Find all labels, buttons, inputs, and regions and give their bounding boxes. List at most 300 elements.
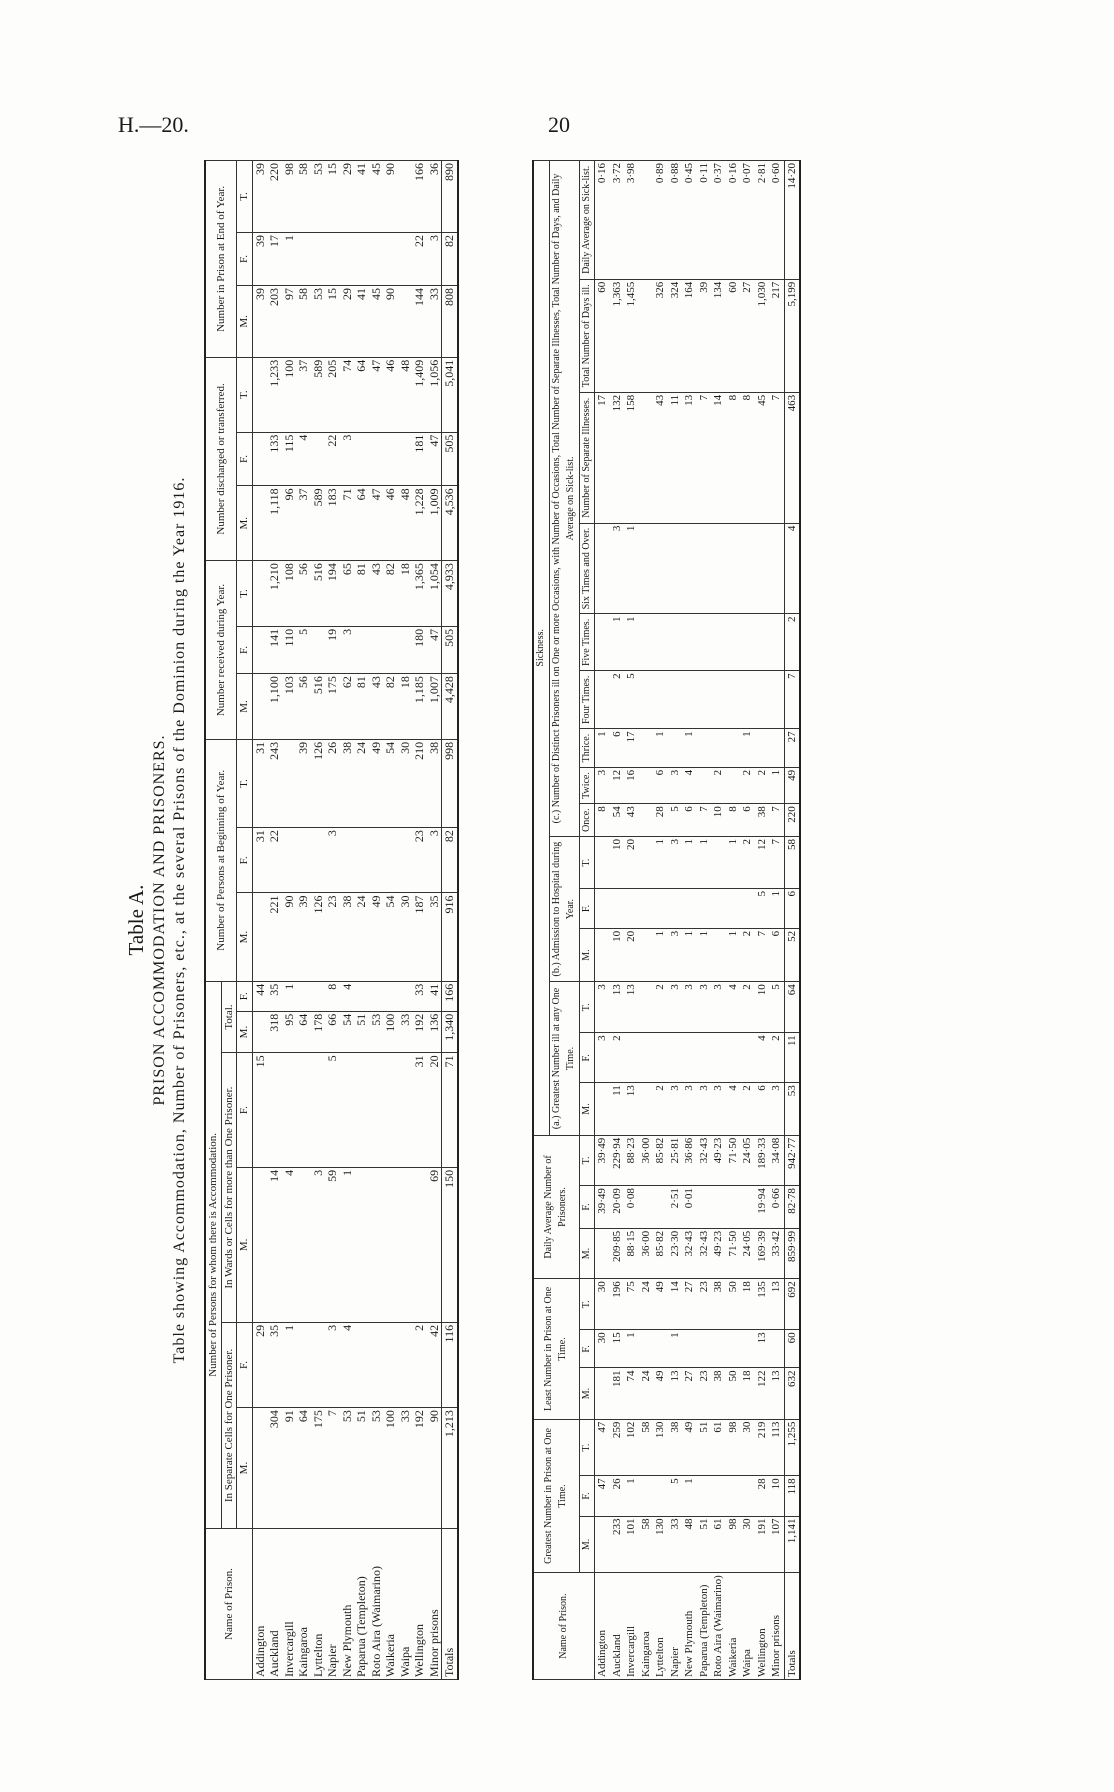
cell: 1 bbox=[653, 729, 668, 767]
cell: 205 bbox=[325, 357, 340, 432]
cell: 64 bbox=[296, 1011, 311, 1053]
cell bbox=[398, 1167, 413, 1322]
subheader-f: F. bbox=[579, 1186, 595, 1229]
cell bbox=[354, 626, 369, 673]
prison-name: Waikeria bbox=[383, 1529, 398, 1680]
total-cell: 505 bbox=[442, 626, 458, 673]
cell: 6 bbox=[769, 928, 784, 981]
cell: 14 bbox=[267, 1167, 282, 1322]
prison-name: Lyttelton bbox=[653, 1573, 668, 1680]
cell: 181 bbox=[610, 1368, 625, 1419]
cell: 82 bbox=[383, 561, 398, 627]
cell: 18 bbox=[740, 1279, 755, 1330]
cell: 4 bbox=[726, 1083, 741, 1135]
cell bbox=[668, 1033, 683, 1083]
cell bbox=[639, 767, 654, 803]
page-reference: H.—20. bbox=[118, 112, 189, 137]
cell: 30 bbox=[740, 1516, 755, 1573]
cell: 5 bbox=[668, 804, 683, 837]
cell: 60 bbox=[726, 279, 741, 392]
cell: 23·30 bbox=[668, 1228, 683, 1278]
total-cell: 4,536 bbox=[442, 486, 458, 561]
cell: 187 bbox=[412, 893, 427, 981]
table-row bbox=[624, 161, 639, 1680]
cell bbox=[668, 671, 683, 729]
cell bbox=[252, 486, 267, 561]
prison-name: Napier bbox=[668, 1573, 683, 1680]
cell: 220 bbox=[267, 161, 282, 233]
table-label: Table A. bbox=[124, 884, 148, 956]
cell: 7 bbox=[769, 837, 784, 889]
cell bbox=[267, 1053, 282, 1168]
cell: 62 bbox=[340, 674, 355, 740]
cell: 175 bbox=[311, 1408, 326, 1529]
cell: 0·66 bbox=[769, 1186, 784, 1229]
cell: 5 bbox=[624, 671, 639, 729]
prison-name: Kaingaroa bbox=[639, 1573, 654, 1680]
totals-row bbox=[442, 161, 458, 1680]
cell bbox=[639, 523, 654, 614]
total-cell: 632 bbox=[784, 1368, 800, 1419]
cell: 50 bbox=[726, 1279, 741, 1330]
cell bbox=[668, 889, 683, 929]
table-row bbox=[325, 161, 340, 1680]
col-ill-one-time: (a.) Greatest Number ill at any One Time. bbox=[549, 982, 579, 1135]
cell: 33 bbox=[668, 1516, 683, 1573]
cell: 17 bbox=[624, 729, 639, 767]
cell: 90 bbox=[383, 285, 398, 357]
cell: 29 bbox=[340, 285, 355, 357]
cell: 100 bbox=[282, 357, 297, 432]
cell: 24 bbox=[639, 1368, 654, 1419]
cell: 259 bbox=[610, 1419, 625, 1476]
table-row bbox=[769, 161, 784, 1680]
cell: 58 bbox=[296, 285, 311, 357]
cell bbox=[639, 804, 654, 837]
cell: 158 bbox=[624, 392, 639, 523]
cell: 1,185 bbox=[412, 674, 427, 740]
cell: 48 bbox=[398, 357, 413, 432]
cell: 326 bbox=[653, 279, 668, 392]
cell: 13 bbox=[755, 1330, 770, 1368]
cell: 189·33 bbox=[755, 1135, 770, 1185]
subheader-f: F. bbox=[237, 828, 253, 893]
cell: 61 bbox=[711, 1516, 726, 1573]
cell: 0·07 bbox=[740, 161, 755, 280]
cell bbox=[639, 837, 654, 889]
col-daily-average: Daily Average Number of Prisoners. bbox=[533, 1135, 579, 1279]
cell: 71·50 bbox=[726, 1135, 741, 1185]
col-beginning: Number of Persons at Beginning of Year. bbox=[205, 739, 237, 981]
cell bbox=[682, 1033, 697, 1083]
cell bbox=[653, 523, 668, 614]
cell: 88·15 bbox=[624, 1228, 639, 1278]
cell bbox=[252, 561, 267, 627]
cell: 37 bbox=[296, 486, 311, 561]
prison-name: Invercargill bbox=[282, 1529, 297, 1680]
col-greatest: Greatest Number in Prison at One Time. bbox=[533, 1419, 579, 1573]
cell bbox=[711, 671, 726, 729]
cell: 51 bbox=[354, 1011, 369, 1053]
subheader-f: F. bbox=[237, 626, 253, 673]
col-separate: In Separate Cells for One Prisoner. bbox=[221, 1322, 237, 1528]
cell: 53 bbox=[340, 1408, 355, 1529]
cell: 3 bbox=[311, 1167, 326, 1322]
cell: 97 bbox=[282, 285, 297, 357]
cell: 81 bbox=[354, 561, 369, 627]
cell bbox=[697, 729, 712, 767]
total-cell: 220 bbox=[784, 804, 800, 837]
total-cell: 60 bbox=[784, 1330, 800, 1368]
cell bbox=[726, 767, 741, 803]
cell: 98 bbox=[282, 161, 297, 233]
cell bbox=[369, 626, 384, 673]
cell: 42 bbox=[427, 1322, 442, 1407]
cell: 32·43 bbox=[697, 1135, 712, 1185]
cell: 15 bbox=[252, 1053, 267, 1168]
cell: 180 bbox=[412, 626, 427, 673]
table-heading: PRISON ACCOMMODATION AND PRISONERS. bbox=[151, 734, 168, 1106]
cell bbox=[697, 671, 712, 729]
cell: 24·05 bbox=[740, 1135, 755, 1185]
table-row bbox=[267, 161, 282, 1680]
cell: 178 bbox=[311, 1011, 326, 1053]
cell: 43 bbox=[653, 392, 668, 523]
prison-name: Napier bbox=[325, 1529, 340, 1680]
cell: 54 bbox=[340, 1011, 355, 1053]
cell bbox=[369, 1322, 384, 1407]
cell bbox=[740, 614, 755, 671]
cell: 27 bbox=[682, 1368, 697, 1419]
cell: 27 bbox=[740, 279, 755, 392]
cell: 49 bbox=[653, 1279, 668, 1330]
cell: 65 bbox=[340, 561, 355, 627]
cell: 1,054 bbox=[427, 561, 442, 627]
subheader-f: F. bbox=[237, 432, 253, 486]
cell bbox=[595, 614, 610, 671]
cell bbox=[398, 432, 413, 486]
table-row bbox=[711, 161, 726, 1680]
subheader-m: M. bbox=[237, 674, 253, 740]
total-cell: 64 bbox=[784, 982, 800, 1033]
cell: 3 bbox=[340, 432, 355, 486]
subheader-t: T. bbox=[579, 1419, 595, 1476]
cell: 39 bbox=[252, 232, 267, 285]
cell: 15 bbox=[610, 1330, 625, 1368]
cell: 45 bbox=[369, 161, 384, 233]
cell: 135 bbox=[755, 1279, 770, 1330]
table-row bbox=[282, 161, 297, 1680]
col-six-times: Six Times and Over. bbox=[579, 523, 595, 614]
total-cell: 916 bbox=[442, 893, 458, 981]
cell: 13 bbox=[769, 1279, 784, 1330]
cell bbox=[252, 1167, 267, 1322]
cell: 98 bbox=[726, 1419, 741, 1476]
total-cell: 52 bbox=[784, 928, 800, 981]
table-row bbox=[311, 161, 326, 1680]
cell bbox=[639, 889, 654, 929]
cell bbox=[639, 982, 654, 1033]
cell: 1 bbox=[595, 729, 610, 767]
cell: 100 bbox=[383, 1408, 398, 1529]
cell: 13 bbox=[624, 1083, 639, 1135]
cell: 10 bbox=[711, 804, 726, 837]
cell bbox=[311, 232, 326, 285]
cell: 191 bbox=[755, 1516, 770, 1573]
cell bbox=[682, 671, 697, 729]
cell: 3 bbox=[325, 828, 340, 893]
col-separate-illnesses: Number of Separate Illnesses. bbox=[579, 392, 595, 523]
cell: 3 bbox=[697, 1083, 712, 1135]
cell: 2 bbox=[769, 1033, 784, 1083]
cell: 74 bbox=[624, 1368, 639, 1419]
cell: 49 bbox=[369, 893, 384, 981]
cell bbox=[697, 1476, 712, 1516]
cell: 75 bbox=[624, 1279, 639, 1330]
cell: 2 bbox=[740, 982, 755, 1033]
cell: 64 bbox=[354, 357, 369, 432]
cell: 43 bbox=[369, 561, 384, 627]
cell: 3 bbox=[697, 982, 712, 1033]
total-cell: 4,428 bbox=[442, 674, 458, 740]
cell: 14 bbox=[668, 1279, 683, 1330]
cell: 28 bbox=[653, 804, 668, 837]
cell: 2 bbox=[740, 928, 755, 981]
cell: 516 bbox=[311, 674, 326, 740]
cell bbox=[624, 1033, 639, 1083]
cell: 44 bbox=[252, 981, 267, 1011]
total-cell: 11 bbox=[784, 1033, 800, 1083]
accommodation-table bbox=[204, 160, 459, 1680]
total-cell: 71 bbox=[442, 1053, 458, 1168]
cell bbox=[697, 614, 712, 671]
col-thrice: Thrice. bbox=[579, 729, 595, 767]
cell: 1 bbox=[282, 1322, 297, 1407]
col-four-times: Four Times. bbox=[579, 671, 595, 729]
cell: 0·11 bbox=[697, 161, 712, 280]
cell: 56 bbox=[296, 561, 311, 627]
prison-name: Addington bbox=[595, 1573, 610, 1680]
cell: 164 bbox=[682, 279, 697, 392]
cell: 6 bbox=[740, 804, 755, 837]
cell bbox=[282, 1053, 297, 1168]
cell: 1 bbox=[653, 837, 668, 889]
cell: 19·94 bbox=[755, 1186, 770, 1229]
cell: 1,118 bbox=[267, 486, 282, 561]
cell: 48 bbox=[398, 486, 413, 561]
prison-name: Auckland bbox=[610, 1573, 625, 1680]
cell: 90 bbox=[383, 161, 398, 233]
table-row bbox=[668, 161, 683, 1680]
total-cell: 82·78 bbox=[784, 1186, 800, 1229]
cell bbox=[595, 1228, 610, 1278]
cell: 60 bbox=[595, 279, 610, 392]
subheader-f: F. bbox=[237, 1322, 253, 1407]
cell bbox=[653, 1033, 668, 1083]
cell bbox=[711, 614, 726, 671]
cell: 318 bbox=[267, 1011, 282, 1053]
subheader-f: F. bbox=[579, 1476, 595, 1516]
cell: 10 bbox=[755, 982, 770, 1033]
cell: 56 bbox=[296, 674, 311, 740]
cell: 1 bbox=[726, 837, 741, 889]
subheader-t: T. bbox=[579, 837, 595, 889]
cell bbox=[639, 161, 654, 280]
cell: 34·08 bbox=[769, 1135, 784, 1185]
cell: 110 bbox=[282, 626, 297, 673]
cell: 0·60 bbox=[769, 161, 784, 280]
prison-name: Roto Aira (Waimarino) bbox=[711, 1573, 726, 1680]
cell bbox=[369, 432, 384, 486]
cell bbox=[653, 1330, 668, 1368]
cell: 25·81 bbox=[668, 1135, 683, 1185]
cell bbox=[383, 981, 398, 1011]
cell bbox=[383, 1053, 398, 1168]
table-row bbox=[740, 161, 755, 1680]
cell: 0·45 bbox=[682, 161, 697, 280]
cell: 4 bbox=[340, 981, 355, 1011]
cell: 3 bbox=[668, 767, 683, 803]
cell: 6 bbox=[755, 1083, 770, 1135]
cell bbox=[769, 614, 784, 671]
total-cell: 890 bbox=[442, 161, 458, 233]
cell: 196 bbox=[610, 1279, 625, 1330]
cell: 1 bbox=[726, 928, 741, 981]
cell: 46 bbox=[383, 486, 398, 561]
cell: 11 bbox=[668, 392, 683, 523]
cell bbox=[369, 232, 384, 285]
cell: 39 bbox=[252, 161, 267, 233]
col-discharged: Number discharged or transferred. bbox=[205, 357, 237, 560]
cell: 39 bbox=[697, 279, 712, 392]
cell bbox=[383, 232, 398, 285]
cell: 23 bbox=[697, 1279, 712, 1330]
cell bbox=[252, 674, 267, 740]
cell bbox=[369, 1053, 384, 1168]
cell bbox=[369, 1167, 384, 1322]
cell: 24 bbox=[639, 1279, 654, 1330]
cell: 13 bbox=[610, 982, 625, 1033]
cell: 7 bbox=[325, 1408, 340, 1529]
cell bbox=[639, 279, 654, 392]
cell: 49·23 bbox=[711, 1135, 726, 1185]
cell bbox=[639, 1186, 654, 1229]
cell: 54 bbox=[610, 804, 625, 837]
cell: 18 bbox=[740, 1368, 755, 1419]
subheader-f: F. bbox=[579, 1033, 595, 1083]
cell: 6 bbox=[653, 767, 668, 803]
cell: 22 bbox=[325, 432, 340, 486]
cell bbox=[610, 889, 625, 929]
cell bbox=[354, 1053, 369, 1168]
cell: 38 bbox=[427, 739, 442, 827]
cell: 38 bbox=[711, 1279, 726, 1330]
cell bbox=[755, 614, 770, 671]
cell: 1 bbox=[282, 232, 297, 285]
total-cell: 118 bbox=[784, 1476, 800, 1516]
subheader-t: T. bbox=[237, 739, 253, 827]
cell: 5 bbox=[668, 1476, 683, 1516]
cell: 2 bbox=[653, 1083, 668, 1135]
prison-name: New Plymouth bbox=[682, 1573, 697, 1680]
cell: 4 bbox=[340, 1322, 355, 1407]
cell: 0·16 bbox=[726, 161, 741, 280]
total-cell: 6 bbox=[784, 889, 800, 929]
cell: 7 bbox=[755, 928, 770, 981]
cell: 54 bbox=[383, 893, 398, 981]
cell bbox=[398, 1053, 413, 1168]
prison-name: Minor prisons bbox=[769, 1573, 784, 1680]
cell bbox=[311, 981, 326, 1011]
cell: 1 bbox=[624, 614, 639, 671]
cell bbox=[252, 357, 267, 432]
subheader-f: F. bbox=[237, 981, 253, 1011]
cell bbox=[726, 523, 741, 614]
sickness-table bbox=[532, 160, 801, 1680]
table-row bbox=[412, 161, 427, 1680]
cell: 53 bbox=[369, 1011, 384, 1053]
cell: 35 bbox=[267, 981, 282, 1011]
col-five-times: Five Times. bbox=[579, 614, 595, 671]
cell bbox=[769, 1330, 784, 1368]
cell: 23 bbox=[412, 828, 427, 893]
cell: 53 bbox=[369, 1408, 384, 1529]
cell: 3 bbox=[668, 1083, 683, 1135]
col-accommodation: Number of Persons for whom there is Accommodation. bbox=[205, 981, 221, 1528]
cell: 7 bbox=[697, 392, 712, 523]
cell: 2 bbox=[711, 767, 726, 803]
cell: 31 bbox=[252, 828, 267, 893]
cell: 194 bbox=[325, 561, 340, 627]
cell: 1 bbox=[668, 1330, 683, 1368]
cell: 1 bbox=[769, 889, 784, 929]
cell: 136 bbox=[427, 1011, 442, 1053]
cell: 3·98 bbox=[624, 161, 639, 280]
cell bbox=[653, 671, 668, 729]
total-cell: 150 bbox=[442, 1167, 458, 1322]
cell: 3 bbox=[682, 1083, 697, 1135]
total-cell: 58 bbox=[784, 837, 800, 889]
cell: 3 bbox=[595, 982, 610, 1033]
total-cell: 82 bbox=[442, 828, 458, 893]
cell: 12 bbox=[610, 767, 625, 803]
cell: 71 bbox=[340, 486, 355, 561]
cell: 4 bbox=[682, 767, 697, 803]
cell: 8 bbox=[726, 804, 741, 837]
cell: 41 bbox=[354, 161, 369, 233]
cell: 30 bbox=[595, 1279, 610, 1330]
cell bbox=[653, 889, 668, 929]
col-total-days: Total Number of Days ill. bbox=[579, 279, 595, 392]
cell: 4 bbox=[755, 1033, 770, 1083]
cell bbox=[668, 729, 683, 767]
cell bbox=[639, 928, 654, 981]
cell: 24 bbox=[354, 893, 369, 981]
cell: 74 bbox=[340, 357, 355, 432]
cell: 1 bbox=[769, 767, 784, 803]
cell: 35 bbox=[267, 1322, 282, 1407]
cell: 324 bbox=[668, 279, 683, 392]
prison-name: Auckland bbox=[267, 1529, 282, 1680]
cell: 39 bbox=[296, 893, 311, 981]
cell: 41 bbox=[354, 285, 369, 357]
cell bbox=[726, 1186, 741, 1229]
cell: 30 bbox=[740, 1419, 755, 1476]
subheader-m: M. bbox=[237, 1408, 253, 1529]
col-wards: In Wards or Cells for more than One Prisoner. bbox=[221, 1053, 237, 1323]
cell: 13 bbox=[682, 392, 697, 523]
cell: 33·42 bbox=[769, 1228, 784, 1278]
